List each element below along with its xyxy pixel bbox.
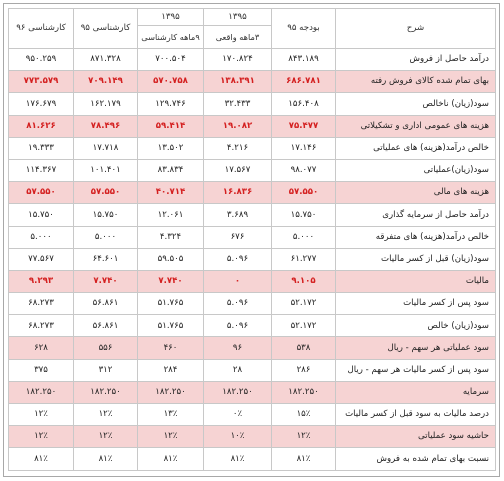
cell-value: ۸۱٪ (74, 448, 138, 470)
cell-value: ۱۷.۵۶۷ (204, 159, 272, 181)
cell-value: ۹۸.۰۷۷ (272, 159, 336, 181)
cell-value: ۱۹.۰۸۲ (204, 115, 272, 137)
cell-value: ۸۱.۶۲۶ (9, 115, 74, 137)
cell-value: ۴۶۰ (138, 337, 204, 359)
header-1395-expert: ۱۳۹۵ (138, 9, 204, 26)
cell-value: ۱۶.۸۳۶ (204, 182, 272, 204)
row-label: سود(زیان) قبل از کسر مالیات (336, 248, 496, 270)
row-label: مالیات (336, 270, 496, 292)
cell-value: ۷۷۳.۵۷۹ (9, 71, 74, 93)
financial-table (8, 8, 496, 471)
cell-value: ۵۵۶ (74, 337, 138, 359)
cell-value: ۱۵.۷۵۰ (9, 204, 74, 226)
table-header (9, 9, 496, 49)
cell-value: ۷۵.۴۷۷ (272, 115, 336, 137)
row-label: سود پس از کسر مالیات هر سهم - ریال (336, 359, 496, 381)
cell-value: ۳۱۲ (74, 359, 138, 381)
cell-value: ۲۸۴ (138, 359, 204, 381)
row-label: سود پس از کسر مالیات (336, 293, 496, 315)
cell-value: ۵.۰۰۰ (272, 226, 336, 248)
cell-value: ۱۵.۷۵۰ (272, 204, 336, 226)
cell-value: ۱۹.۳۳۳ (9, 137, 74, 159)
cell-value: ۵۱.۷۶۵ (138, 315, 204, 337)
cell-value: ۵۲.۱۷۲ (272, 293, 336, 315)
cell-value: ۱۷.۷۱۸ (74, 137, 138, 159)
cell-value: ۱۶۲.۱۷۹ (74, 93, 138, 115)
cell-value: ۳.۶۸۹ (204, 204, 272, 226)
cell-value: ۷۷.۵۶۷ (9, 248, 74, 270)
cell-value: ۶۱.۲۷۷ (272, 248, 336, 270)
cell-value: ۵۲.۱۷۲ (272, 315, 336, 337)
header-sub-3month: ۳ماهه واقعی (204, 26, 272, 49)
table-row (9, 93, 496, 115)
table-row (9, 270, 496, 292)
cell-value: ۶۸.۲۷۳ (9, 315, 74, 337)
row-label: سود(زیان)عملیاتی (336, 159, 496, 181)
header-desc: شرح (336, 9, 496, 49)
table-row (9, 226, 496, 248)
row-label: درصد مالیات به سود قبل از کسر مالیات (336, 404, 496, 426)
cell-value: ۹۶ (204, 337, 272, 359)
cell-value: ۶۸.۲۷۳ (9, 293, 74, 315)
cell-value: ۳۷۵ (9, 359, 74, 381)
table-row (9, 115, 496, 137)
row-label: درآمد حاصل از سرمایه گذاری (336, 204, 496, 226)
table-row (9, 404, 496, 426)
cell-value: ۵۶.۸۶۱ (74, 293, 138, 315)
cell-value: ۱۲٪ (272, 426, 336, 448)
table-row (9, 159, 496, 181)
row-label: سود عملیاتی هر سهم - ریال (336, 337, 496, 359)
cell-value: ۶۲۸ (9, 337, 74, 359)
cell-value: ۸۱٪ (9, 448, 74, 470)
cell-value: ۵۶.۸۶۱ (74, 315, 138, 337)
row-label: خالص درآمد(هزینه) های عملیاتی (336, 137, 496, 159)
cell-value: ۸۱٪ (138, 448, 204, 470)
table-row (9, 337, 496, 359)
cell-value: ۱۵۶.۴۰۸ (272, 93, 336, 115)
cell-value: ۱۳۸.۳۹۱ (204, 71, 272, 93)
table-body (9, 49, 496, 471)
cell-value: ۵۹.۴۱۴ (138, 115, 204, 137)
header-1395-actual: ۱۳۹۵ (204, 9, 272, 26)
cell-value: ۷.۷۴۰ (74, 270, 138, 292)
row-label: هزینه های مالی (336, 182, 496, 204)
cell-value: ۰ (204, 270, 272, 292)
cell-value: ۴.۳۲۴ (138, 226, 204, 248)
cell-value: ۱۲٪ (74, 404, 138, 426)
cell-value: ۵۱.۷۶۵ (138, 293, 204, 315)
cell-value: ۹.۲۹۳ (9, 270, 74, 292)
cell-value: ۵.۰۹۶ (204, 248, 272, 270)
cell-value: ۱۲۹.۷۴۶ (138, 93, 204, 115)
table-row (9, 71, 496, 93)
cell-value: ۷۰۰.۵۰۴ (138, 49, 204, 71)
cell-value: ۱۰٪ (204, 426, 272, 448)
cell-value: ۱۲٪ (74, 426, 138, 448)
row-label: خالص درآمد(هزینه) های متفرقه (336, 226, 496, 248)
cell-value: ۴۰.۷۱۴ (138, 182, 204, 204)
table-row (9, 49, 496, 71)
cell-value: ۱۸۲.۲۵۰ (204, 381, 272, 403)
table-row (9, 182, 496, 204)
row-label: سود(زیان) ناخالص (336, 93, 496, 115)
cell-value: ۴.۲۱۶ (204, 137, 272, 159)
cell-value: ۰٪ (204, 404, 272, 426)
cell-value: ۹.۱۰۵ (272, 270, 336, 292)
cell-value: ۶۷۶ (204, 226, 272, 248)
cell-value: ۹۵۰.۲۵۹ (9, 49, 74, 71)
cell-value: ۵.۰۰۰ (74, 226, 138, 248)
table-row (9, 359, 496, 381)
cell-value: ۵۷.۵۵۰ (9, 182, 74, 204)
cell-value: ۱۲٪ (9, 404, 74, 426)
row-label: سود(زیان) خالص (336, 315, 496, 337)
table-row (9, 204, 496, 226)
row-label: سرمایه (336, 381, 496, 403)
header-sub-9month: ۹ماهه کارشناسی (138, 26, 204, 49)
cell-value: ۵۷.۵۵۰ (74, 182, 138, 204)
header-expert95: کارشناسی ۹۵ (74, 9, 138, 49)
cell-value: ۵۳۸ (272, 337, 336, 359)
cell-value: ۶۸۶.۷۸۱ (272, 71, 336, 93)
row-label: حاشیه سود عملیاتی (336, 426, 496, 448)
table-row (9, 137, 496, 159)
cell-value: ۱۸۲.۲۵۰ (272, 381, 336, 403)
cell-value: ۵.۰۰۰ (9, 226, 74, 248)
cell-value: ۵۷.۵۵۰ (272, 182, 336, 204)
header-expert96: کارشناسی ۹۶ (9, 9, 74, 49)
cell-value: ۸۳.۸۳۴ (138, 159, 204, 181)
cell-value: ۵.۰۹۶ (204, 315, 272, 337)
table-row (9, 381, 496, 403)
cell-value: ۷۸.۴۹۶ (74, 115, 138, 137)
table-row (9, 426, 496, 448)
row-label: بهای تمام شده کالای فروش رفته (336, 71, 496, 93)
cell-value: ۵۷۰.۷۵۸ (138, 71, 204, 93)
cell-value: ۱۸۲.۲۵۰ (74, 381, 138, 403)
cell-value: ۱۸۲.۲۵۰ (138, 381, 204, 403)
cell-value: ۸۴۳.۱۸۹ (272, 49, 336, 71)
cell-value: ۷۰۹.۱۴۹ (74, 71, 138, 93)
cell-value: ۵.۰۹۶ (204, 293, 272, 315)
cell-value: ۱۷۶.۶۷۹ (9, 93, 74, 115)
cell-value: ۱۲٪ (138, 426, 204, 448)
row-label: درآمد حاصل از فروش (336, 49, 496, 71)
cell-value: ۱۷۰.۸۲۴ (204, 49, 272, 71)
cell-value: ۱۵.۷۵۰ (74, 204, 138, 226)
cell-value: ۱۸۲.۲۵۰ (9, 381, 74, 403)
table-row (9, 315, 496, 337)
header-budget95: بودجه ۹۵ (272, 9, 336, 49)
cell-value: ۵۹.۵۰۵ (138, 248, 204, 270)
cell-value: ۱۳.۵۰۲ (138, 137, 204, 159)
cell-value: ۸۷۱.۳۲۸ (74, 49, 138, 71)
cell-value: ۱۳٪ (138, 404, 204, 426)
cell-value: ۷.۷۴۰ (138, 270, 204, 292)
cell-value: ۱۱۴.۳۶۷ (9, 159, 74, 181)
cell-value: ۱۵٪ (272, 404, 336, 426)
table-row (9, 293, 496, 315)
cell-value: ۱۲.۰۶۱ (138, 204, 204, 226)
row-label: نسبت بهای تمام شده به فروش (336, 448, 496, 470)
cell-value: ۸۱٪ (204, 448, 272, 470)
cell-value: ۸۱٪ (272, 448, 336, 470)
table-row (9, 248, 496, 270)
table-row (9, 448, 496, 470)
header-row (9, 9, 496, 26)
cell-value: ۱۷.۱۴۶ (272, 137, 336, 159)
cell-value: ۶۴.۶۰۱ (74, 248, 138, 270)
cell-value: ۱۰۱.۴۰۱ (74, 159, 138, 181)
cell-value: ۲۸۶ (272, 359, 336, 381)
cell-value: ۱۲٪ (9, 426, 74, 448)
cell-value: ۳۲.۴۳۳ (204, 93, 272, 115)
row-label: هزینه های عمومی اداری و تشکیلاتی (336, 115, 496, 137)
cell-value: ۲۸ (204, 359, 272, 381)
